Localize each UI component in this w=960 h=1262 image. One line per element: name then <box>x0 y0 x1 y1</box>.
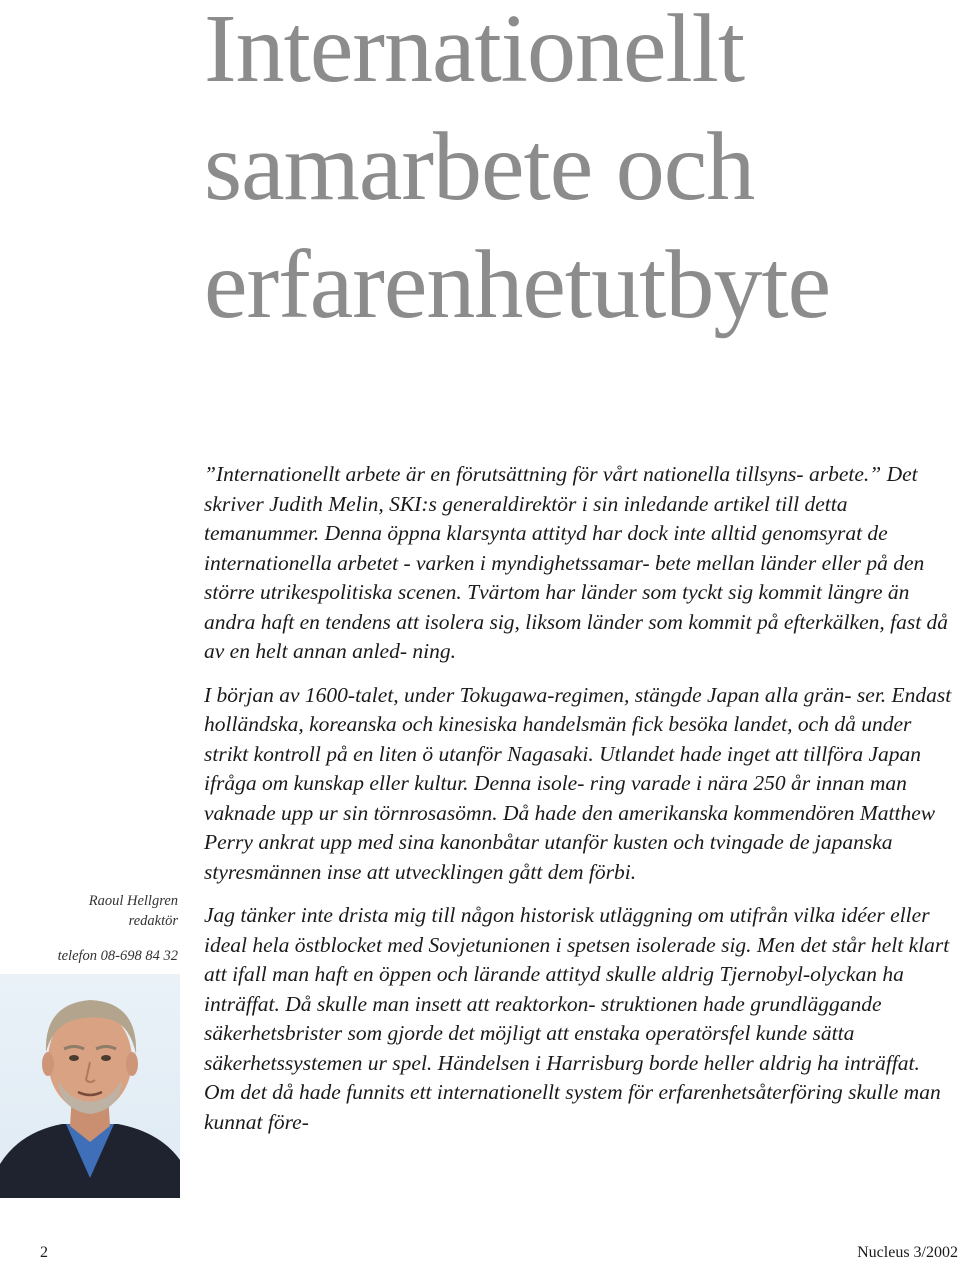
author-name: Raoul Hellgren <box>88 893 178 909</box>
headline-line-3: erfarenhetutbyte <box>204 231 831 339</box>
portrait-illustration <box>0 974 180 1198</box>
page-number: 2 <box>40 1244 48 1261</box>
publication-issue: Nucleus 3/2002 <box>857 1244 958 1261</box>
article-paragraph-1: ”Internationellt arbete är en förutsättning för vårt nationella tillsyns- arbete.” Det skriver Judith Melin, SKI:s generaldirektör i sin inledande artikel till detta temanummer. Denna öppna klarsynta attityd har dock inte alltid genomsyrat de internationella arbetet - varken i myndighetssamar- bete mellan länder eller på den större utrikespolitiska scenen. Tvärtom har länder som tyckt sig kommit längre än andra haft en tendens att isolera sig, liksom länder som kommit på efterkälken, fast då av en helt annan anled- ning. <box>204 462 949 663</box>
author-role: redaktör <box>128 913 178 929</box>
article-headline <box>204 0 944 344</box>
headline-line-2: samarbete och <box>204 113 755 221</box>
author-phone: telefon 08-698 84 32 <box>57 948 178 964</box>
article-body <box>204 460 954 1151</box>
headline-line-1: Internationellt <box>204 0 745 103</box>
article-paragraph-3: Jag tänker inte drista mig till någon historisk utläggning om utifrån vilka idéer eller ideal hela östblocket med Sovjetunionen i spetsen isolerade sig. Men det står helt klart att ifall man haft en öppen och lärande attityd skulle aldrig Tjernobyl-olyckan ha inträffat. Då skulle man insett att reaktorkon- struktionen hade grundläggande säkerhetsbrister som gjorde det möjligt att enstaka operatörsfel kunde sätta säkerhetssystemen ur spel. Händelsen i Harrisburg borde heller aldrig ha inträffat. Om det då hade funnits ett internationellt system för erfarenhetsåterföring skulle man kunnat före- <box>204 903 950 1134</box>
author-portrait <box>0 974 180 1198</box>
article-paragraph-2: I början av 1600-talet, under Tokugawa-regimen, stängde Japan alla grän- ser. Endast holländska, koreanska och kinesiska handelsmän fick besöka landet, och då under strikt kontroll på en liten ö utanför Nagasaki. Utlandet hade inget att tillföra Japan ifråga om kunskap eller kultur. Denna isole- ring varade i nära 250 år innan man vaknade upp ur sin törnrosasömn. Då hade den amerikanska kommendören Matthew Perry ankrat upp med sina kanonbåtar utanför kusten och tvingade de japanska styresmännen inse att utvecklingen gått dem förbi. <box>204 682 952 884</box>
